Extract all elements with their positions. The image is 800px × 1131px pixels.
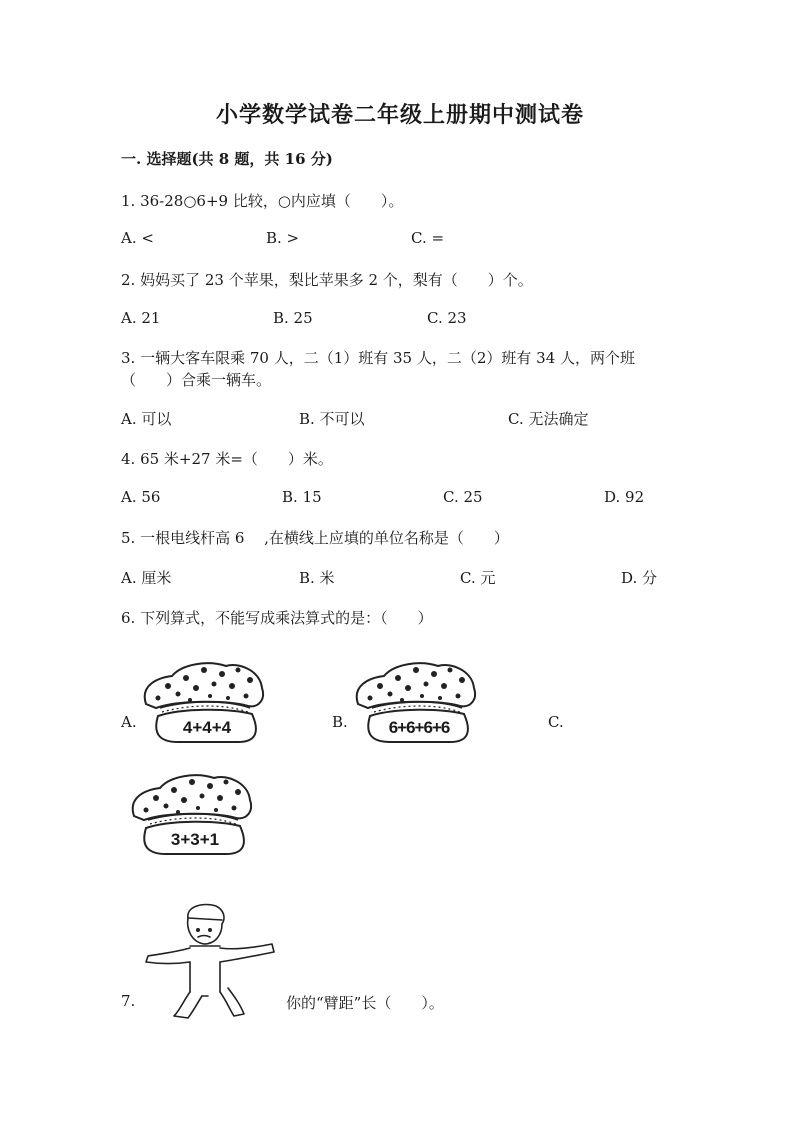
mushroom-c-label: 3+3+1: [170, 830, 220, 849]
question-4-option-d: D. 92: [604, 488, 645, 506]
question-4-option-b: B. 15: [282, 488, 322, 506]
question-4-option-a: A. 56: [121, 488, 161, 506]
mushroom-a-picture: [138, 656, 268, 746]
mushroom-a-label: 4+4+4: [182, 718, 232, 737]
question-2-option-c: C. 23: [427, 309, 467, 327]
question-5-option-d: D. 分: [621, 569, 658, 587]
question-1-option-a: A. <: [121, 229, 154, 247]
question-3-stem-line-2: （ ）合乘一辆车。: [121, 371, 272, 389]
mushroom-b-picture: [350, 656, 480, 746]
question-5-option-b: B. 米: [299, 569, 335, 587]
question-3-option-a: A. 可以: [121, 410, 172, 428]
question-1-stem: 1. 36-28○6+9 比较，○内应填（ ）。: [121, 192, 404, 210]
question-2-stem: 2. 妈妈买了 23 个苹果，梨比苹果多 2 个，梨有（ ）个。: [121, 271, 533, 289]
question-7-stem: 你的“臂距”长（ ）。: [286, 994, 444, 1012]
question-6-stem: 6. 下列算式，不能写成乘法算式的是：（ ）: [121, 609, 433, 627]
question-6-option-b: B.: [332, 713, 348, 731]
question-7-number: 7.: [121, 992, 136, 1010]
question-4-option-c: C. 25: [443, 488, 483, 506]
mushroom-b-label: 6+6+6+6: [388, 718, 450, 737]
question-6-option-a: A.: [121, 713, 137, 731]
mushroom-c-picture: [126, 768, 256, 858]
arm-span-figure: [140, 900, 280, 1025]
question-2-option-b: B. 25: [273, 309, 313, 327]
question-3-stem-line-1: 3. 一辆大客车限乘 70 人，二（1）班有 35 人，二（2）班有 34 人，两个班: [121, 349, 636, 367]
question-4-stem: 4. 65 米+27 米=（ ）米。: [121, 450, 333, 468]
question-5-option-c: C. 元: [460, 569, 496, 587]
question-2-option-a: A. 21: [121, 309, 161, 327]
question-1-option-b: B. >: [266, 229, 300, 247]
question-3-option-c: C. 无法确定: [508, 410, 589, 428]
question-5-stem: 5. 一根电线杆高 6 ,在横线上应填的单位名称是（ ）: [121, 529, 509, 547]
question-5-option-a: A. 厘米: [121, 569, 172, 587]
question-3-option-b: B. 不可以: [299, 410, 365, 428]
question-6-option-c: C.: [548, 713, 564, 731]
page-title: 小学数学试卷二年级上册期中测试卷: [215, 102, 584, 128]
question-1-option-c: C. =: [411, 229, 445, 247]
section-heading: 一. 选择题(共 8 题，共 16 分): [121, 150, 333, 168]
